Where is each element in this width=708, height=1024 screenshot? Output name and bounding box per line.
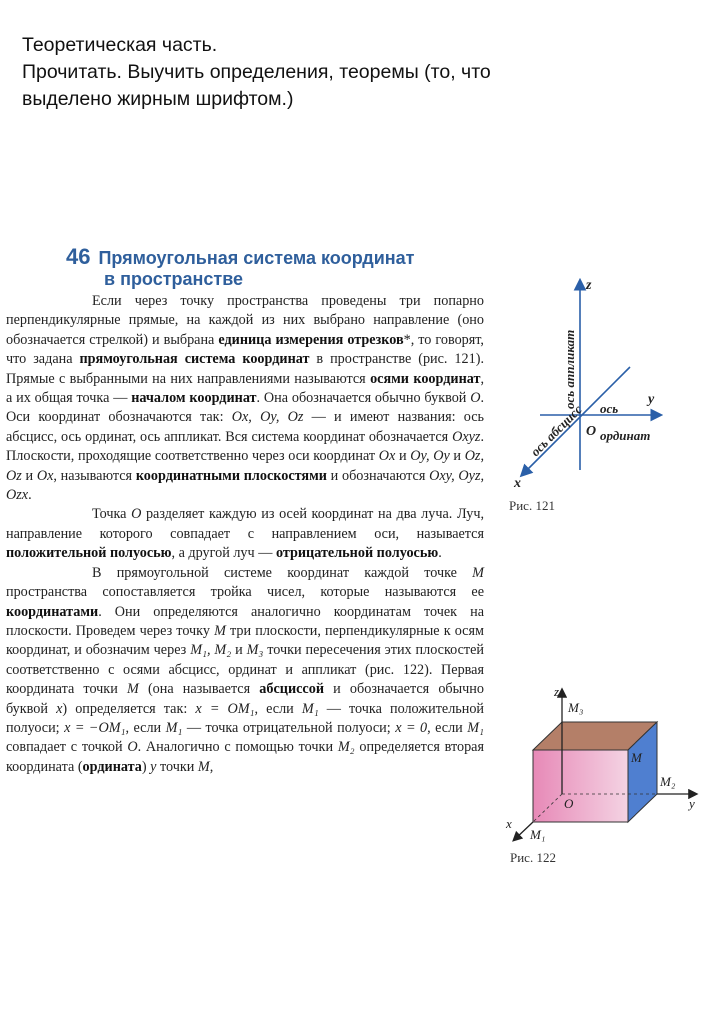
label-m1: M₁ [530,827,546,842]
label-x: x [514,476,521,491]
term-origin: началом координат [131,390,257,407]
label-applicat: ось аппликат [562,329,577,409]
term-coordinates: координатами [6,603,99,620]
paragraph-3: В прямоугольной системе координат каждой точке M пространства сопоставляется тройка чисел, которые называются ее координатами. Они определяются аналогично координатам точек на плоскости. Проведем через точку M три плоскости, перпендикулярные к осям координат, и обозначим через M₁, M₂ и M₃ точки пересечения этих плоскостей соответственно с осями абсцисс, ординат и аппликат (рис. 122). Первая координата точки M (она называется абсциссой и обозначается обычно буквой x) определяется так: x = OM₁, если M₁ — точка положительной полуоси; x = −OM₁, если M₁ — точка отрицательной полуоси; x = 0, если M₁ совпадает с точкой O. Аналогично с помощью точки M₂ определяется вторая координата (ордината) y точки M, [6,564,485,775]
term-abscissa: абсциссой [259,681,324,698]
term-positive-semiaxis: положительной полуосью [6,545,172,562]
textbook-body [6,292,484,777]
section-title-line-2: в пространстве [104,269,244,289]
label-y: y [648,392,655,407]
term-coord-axes: осями координат [370,370,481,387]
header-line-3: выделено жирным шрифтом.) [22,88,294,110]
figure-121-axes [500,275,700,495]
figure-122-box [500,682,708,850]
assignment-header [22,32,642,113]
section-number: 46 [66,244,91,269]
paragraph-1: Если через точку пространства проведены три попарно перпендикулярные прямые, на каждой из них выбрано направление (оно обозначается стрелкой) и выбрана единица измерения отрезков*, то говорят, что задана прямоугольная система координат в пространстве (рис. 121). Прямые с выбранными на них направлениями называются осями координат, а их общая точка — началом координат. Она обозначается обычно буквой O. Оси координат обозначаются так: Ox, Oy, Oz — и имеют названия: ось абсцисс, ось ординат, ось аппликат. Вся система координат обозначается Oxyz. Плоскости, проходящие соответственно через оси координат Ox и Oy, Oy и Oz, Oz и Ox, называются координатными плоскостями и обозначаются Oxy, Oyz, Ozx. [6,293,485,504]
section-title [66,246,415,290]
term-coord-planes: координатными плоскостями [135,467,327,484]
label-z: z [586,278,592,293]
section-title-line-1: Прямоугольная система координат [98,248,415,268]
label-abscissa: ось абсцисс [527,401,585,460]
label-o-122: O [564,796,574,811]
label-m2: M₂ [660,774,676,789]
label-y-122: y [689,796,695,811]
label-m3: M₃ [568,700,584,715]
header-line-2: Прочитать. Выучить определения, теоремы (то, что [22,61,491,83]
term-ordinate: ордината [82,758,142,775]
paragraph-2: Точка O разделяет каждую из осей координат на два луча. Луч, направление которого совпадает с направлением оси, называется положительной полуосью, а другой луч — отрицательной полуосью. [6,506,485,562]
header-line-1: Теоретическая часть. [22,34,218,56]
caption-121: Рис. 121 [509,498,555,513]
term-rect-coord-system: прямоугольная система координат [79,351,310,368]
term-unit-length: единица измерения отрезков [218,331,404,348]
label-m: M [631,750,642,765]
label-ordinate-1: ось [600,401,619,416]
box-front-face [533,750,628,822]
term-negative-semiaxis: отрицательной полуосью [275,545,439,562]
label-x-122: x [506,816,512,831]
label-origin: O [586,424,597,439]
label-ordinate-2: ординат [600,428,651,443]
caption-122: Рис. 122 [510,850,556,865]
label-z-122: z [554,684,560,699]
